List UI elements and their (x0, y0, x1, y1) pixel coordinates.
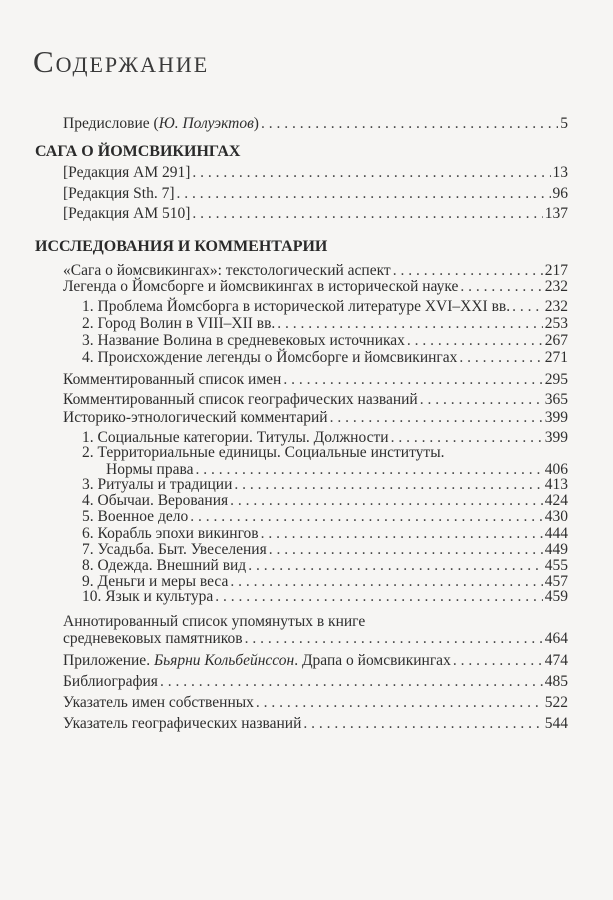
page-number: 522 (544, 694, 568, 711)
entry-label-end: ) (253, 115, 259, 132)
dot-leader (283, 371, 542, 388)
dot-leader (248, 557, 543, 574)
dot-leader (192, 205, 542, 222)
toc-entry-preface[interactable] (63, 115, 568, 132)
page-number: 217 (544, 262, 568, 279)
dot-leader (453, 652, 543, 669)
dot-leader (459, 349, 542, 366)
dot-leader (420, 391, 543, 408)
toc-entry[interactable] (63, 409, 568, 426)
toc-entry[interactable] (82, 588, 568, 605)
toc-entry[interactable] (63, 652, 568, 669)
entry-author: Бьярни Кольбейнссон (153, 652, 295, 669)
page-number: 271 (544, 349, 568, 366)
page-number: 457 (544, 573, 568, 590)
dot-leader (407, 332, 543, 349)
entry-label: Нормы права (106, 461, 194, 478)
page-number: 485 (544, 673, 568, 690)
entry-label: 6. Корабль эпохи викингов (82, 525, 259, 542)
page-number: 430 (544, 508, 568, 525)
entry-label: [Редакция AM 510] (63, 205, 191, 222)
entry-label-end: . Драпа о йомсвикингах (294, 652, 451, 669)
entry-label: Приложение. (63, 652, 154, 669)
page-number: 413 (544, 476, 568, 493)
entry-label: 4. Происхождение легенды о Йомсборге и йомсвикингах (82, 349, 458, 366)
toc-entry[interactable] (63, 630, 568, 647)
toc-entry[interactable] (82, 492, 568, 509)
dot-leader (215, 588, 543, 605)
toc-entry[interactable] (82, 315, 568, 332)
dot-leader (192, 164, 550, 181)
dot-leader (277, 315, 542, 332)
entry-label: Указатель географических названий (63, 715, 302, 732)
page-number: 399 (544, 409, 568, 426)
entry-label: 9. Деньги и меры веса (82, 573, 229, 590)
page-number: 232 (544, 278, 568, 295)
page-number: 96 (552, 185, 568, 202)
dot-leader (256, 694, 543, 711)
toc-entry[interactable] (63, 673, 568, 690)
toc-entry[interactable] (82, 349, 568, 366)
dot-leader (460, 278, 542, 295)
entry-label: Историко-этнологический комментарий (63, 409, 328, 426)
dot-leader (261, 525, 543, 542)
page-number: 267 (544, 332, 568, 349)
page-number: 5 (560, 115, 568, 132)
dot-leader (261, 115, 558, 132)
entry-label: 5. Военное дело (82, 508, 189, 525)
dot-leader (234, 476, 542, 493)
entry-label: Библиография (63, 673, 158, 690)
page-number: 253 (544, 315, 568, 332)
section-heading: САГА О ЙОМСВИКИНГАХ (35, 143, 241, 160)
dot-leader (230, 492, 543, 509)
dot-leader (512, 298, 543, 315)
toc-entry[interactable] (63, 371, 568, 388)
entry-label: Аннотированный список упомянутых в книге (63, 613, 366, 630)
entry-label: [Редакция AM 291] (63, 164, 191, 181)
page-number: 232 (544, 298, 568, 315)
entry-label: Указатель имен собственных (63, 694, 254, 711)
toc-entry[interactable] (82, 476, 568, 493)
entry-label: Комментированный список географических названий (63, 391, 418, 408)
page-number: 449 (544, 541, 568, 558)
dot-leader (245, 630, 543, 647)
entry-label: 4. Обычаи. Верования (82, 492, 229, 509)
toc-entry[interactable] (82, 557, 568, 574)
entry-label: Легенда о Йомсборге и йомсвикингах в исторической науке (63, 278, 459, 295)
page-number: 13 (552, 164, 568, 181)
toc-entry[interactable] (63, 391, 568, 408)
entry-label: 2. Город Волин в VIII–XII вв. (82, 315, 276, 332)
dot-leader (330, 409, 543, 426)
entry-label: 10. Язык и культура (82, 588, 214, 605)
toc-entry[interactable] (63, 164, 568, 181)
entry-label: 2. Территориальные единицы. Социальные институты. (82, 444, 445, 461)
toc-entry[interactable] (63, 278, 568, 295)
dot-leader (160, 673, 543, 690)
page-number: 399 (544, 429, 568, 446)
page-number: 137 (544, 205, 568, 222)
entry-label: 1. Социальные категории. Титулы. Должности (82, 429, 389, 446)
toc-entry[interactable] (63, 694, 568, 711)
dot-leader (303, 715, 542, 732)
page-number: 424 (544, 492, 568, 509)
page-number: 365 (544, 391, 568, 408)
entry-label: Комментированный список имен (63, 371, 282, 388)
toc-entry[interactable] (63, 262, 568, 279)
entry-label: 1. Проблема Йомсборга в исторической литературе XVI–XXI вв. (82, 298, 511, 315)
entry-label: 3. Название Волина в средневековых источниках (82, 332, 405, 349)
page-number: 459 (544, 588, 568, 605)
toc-entry[interactable] (82, 332, 568, 349)
toc-entry[interactable] (82, 525, 568, 542)
toc-entry[interactable] (82, 298, 568, 315)
entry-author: Ю. Полуэктов (158, 115, 254, 132)
page-number: 544 (544, 715, 568, 732)
dot-leader (269, 541, 543, 558)
toc-entry[interactable] (82, 541, 568, 558)
toc-entry[interactable] (82, 508, 568, 525)
dot-leader (190, 508, 543, 525)
page-number: 406 (544, 461, 568, 478)
entry-label: «Сага о йомсвикингах»: текстологический аспект (63, 262, 391, 279)
page-number: 455 (544, 557, 568, 574)
dot-leader (393, 262, 543, 279)
entry-label: 3. Ритуалы и традиции (82, 476, 233, 493)
toc-entry[interactable] (63, 715, 568, 732)
page-number: 295 (544, 371, 568, 388)
page-number: 474 (544, 652, 568, 669)
page-number: 464 (544, 630, 568, 647)
entry-label: 8. Одежда. Внешний вид (82, 557, 247, 574)
entry-label: Предисловие ( (63, 115, 159, 132)
page-number: 444 (544, 525, 568, 542)
section-heading: ИССЛЕДОВАНИЯ И КОММЕНТАРИИ (35, 238, 328, 255)
toc-entry[interactable] (63, 185, 568, 202)
toc-entry[interactable] (63, 205, 568, 222)
page-title: Содержание (33, 44, 210, 79)
entry-label: [Редакция Sth. 7] (63, 185, 175, 202)
entry-label: 7. Усадьба. Быт. Увеселения (82, 541, 267, 558)
dot-leader (176, 185, 550, 202)
entry-label: средневековых памятников (63, 630, 243, 647)
